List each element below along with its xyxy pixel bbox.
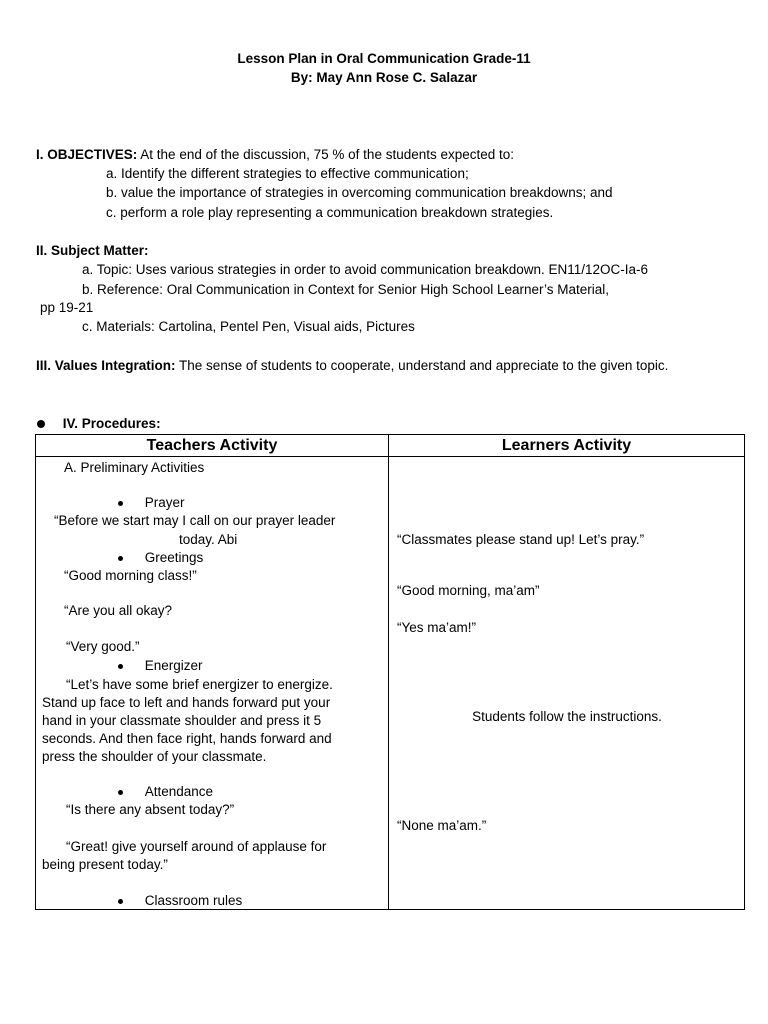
objective-item-c: c. perform a role play representing a communication breakdown strategies. — [106, 205, 554, 220]
values-text: The sense of students to cooperate, understand and appreciate to the given topic. — [179, 358, 669, 373]
document-title: Lesson Plan in Oral Communication Grade-11 — [237, 51, 531, 66]
energizer-line-2: Stand up face to left and hands forward put your — [42, 695, 331, 710]
procedures-table — [35, 434, 745, 910]
values-line — [36, 358, 668, 373]
energizer-line-1: “Let’s have some brief energizer to energize. — [66, 677, 333, 692]
teachers-activity-header: Teachers Activity — [36, 435, 389, 457]
classroom-rules-item: Classroom rules — [118, 893, 242, 908]
objectives-intro: At the end of the discussion, 75 % of the students expected to: — [140, 147, 515, 162]
table-header-row — [36, 435, 745, 457]
objective-item-a: a. Identify the different strategies to effective communication; — [106, 166, 469, 181]
teacher-activity-cell — [36, 457, 389, 910]
attendance-item: Attendance — [118, 784, 213, 799]
document-author: By: May Ann Rose C. Salazar — [290, 70, 478, 85]
prayer-item: Prayer — [118, 495, 185, 510]
greet-line-1: “Good morning class!” — [64, 568, 197, 583]
greet-line-2: “Are you all okay? — [64, 603, 173, 618]
energizer-line-3: hand in your classmate shoulder and press it 5 — [42, 713, 322, 728]
energizer-line-4: seconds. And then face right, hands forward and — [42, 731, 332, 746]
bullet-icon — [118, 556, 123, 561]
values-heading: III. Values Integration: — [36, 358, 176, 373]
learner-pray: “Classmates please stand up! Let’s pray.” — [397, 532, 645, 547]
bullet-icon — [118, 899, 123, 904]
energizer-line-5: press the shoulder of your classmate. — [42, 749, 267, 764]
bullet-icon — [118, 664, 123, 669]
subject-topic: a. Topic: Uses various strategies in order to avoid communication breakdown. EN11/12OC-Ia-6 — [82, 262, 649, 277]
bullet-icon — [37, 420, 45, 428]
prayer-line-2: today. Abi — [179, 532, 238, 547]
bullet-icon — [118, 501, 123, 506]
learner-yes: “Yes ma’am!” — [397, 620, 477, 635]
greetings-item: Greetings — [118, 550, 203, 565]
subject-reference: b. Reference: Oral Communication in Context for Senior High School Learner’s Material, — [82, 282, 610, 297]
attendance-line-1: “Is there any absent today?” — [66, 802, 235, 817]
table-row — [36, 457, 745, 910]
objective-item-b: b. value the importance of strategies in overcoming communication breakdowns; and — [106, 185, 613, 200]
subject-matter-heading: II. Subject Matter: — [36, 243, 149, 258]
learner-activity-cell — [389, 457, 745, 910]
subject-reference-pages: pp 19-21 — [40, 300, 94, 315]
prayer-line-1: “Before we start may I call on our prayer leader — [54, 513, 336, 528]
learners-activity-header: Learners Activity — [389, 435, 745, 457]
learner-none: “None ma’am.” — [397, 818, 487, 833]
attendance-line-2: “Great! give yourself around of applause for — [66, 839, 327, 854]
objectives-line — [36, 147, 514, 162]
procedures-heading: IV. Procedures: — [62, 416, 161, 431]
procedures-line — [37, 416, 161, 431]
preliminary-activities: A. Preliminary Activities — [64, 460, 205, 475]
attendance-line-3: being present today.” — [42, 857, 168, 872]
greet-line-3: “Very good.” — [66, 639, 140, 654]
objectives-heading: I. OBJECTIVES: — [36, 147, 138, 162]
learner-morning: “Good morning, ma’am” — [397, 583, 540, 598]
bullet-icon — [118, 790, 123, 795]
learner-follow: Students follow the instructions. — [472, 709, 662, 724]
subject-materials: c. Materials: Cartolina, Pentel Pen, Visual aids, Pictures — [82, 319, 415, 334]
energizer-item: Energizer — [118, 658, 203, 673]
